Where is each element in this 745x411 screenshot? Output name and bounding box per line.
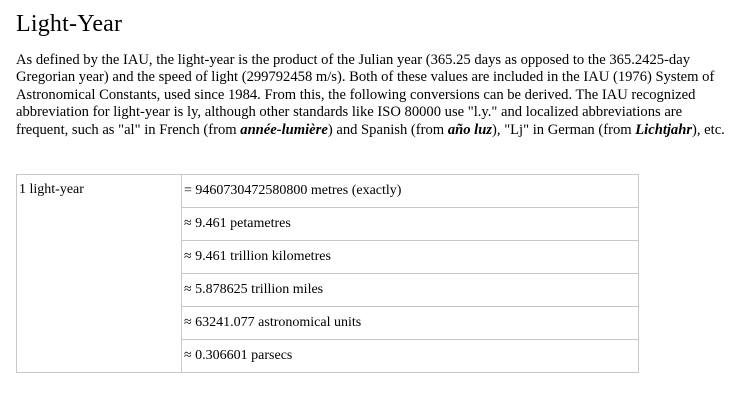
- spanish-term: año luz: [447, 121, 493, 138]
- table-row: [17, 175, 639, 208]
- conversion-miles: ≈ 5.878625 trillion miles: [182, 274, 639, 307]
- intro-text-1: As defined by the IAU, the light-year is the product of the Julian year (365.25 days as opposed to the 365.2425-day Gregorian year) and the speed of light (299792458 m/s). Both of these values are included in the IAU (1976) System of Astronomical Constants, used since 1984. From this, the following conversions can be derived. The IAU recognized abbreviation for light-year is ly, although other standards like ISO 80000 use "l.y." and localized abbreviations are frequent, such as "al" in French (from: [16, 52, 715, 138]
- conversion-table: [16, 174, 639, 373]
- conversion-astronomical-units: ≈ 63241.077 astronomical units: [182, 307, 639, 340]
- intro-paragraph: [16, 52, 734, 139]
- light-year-label: 1 light-year: [17, 175, 182, 373]
- intro-text-4: ), etc.: [692, 121, 725, 138]
- page-title: Light-Year: [16, 11, 123, 37]
- conversion-kilometres: ≈ 9.461 trillion kilometres: [182, 241, 639, 274]
- intro-text-3: ), "Lj" in German (from: [492, 121, 636, 138]
- french-term: année-lumière: [240, 121, 328, 138]
- german-term: Lichtjahr: [635, 121, 693, 138]
- conversion-petametres: ≈ 9.461 petametres: [182, 208, 639, 241]
- conversion-parsecs: ≈ 0.306601 parsecs: [182, 340, 639, 373]
- intro-text-2: ) and Spanish (from: [327, 121, 448, 138]
- article: [16, 10, 736, 363]
- conversion-metres: = 9460730472580800 metres (exactly): [182, 175, 639, 208]
